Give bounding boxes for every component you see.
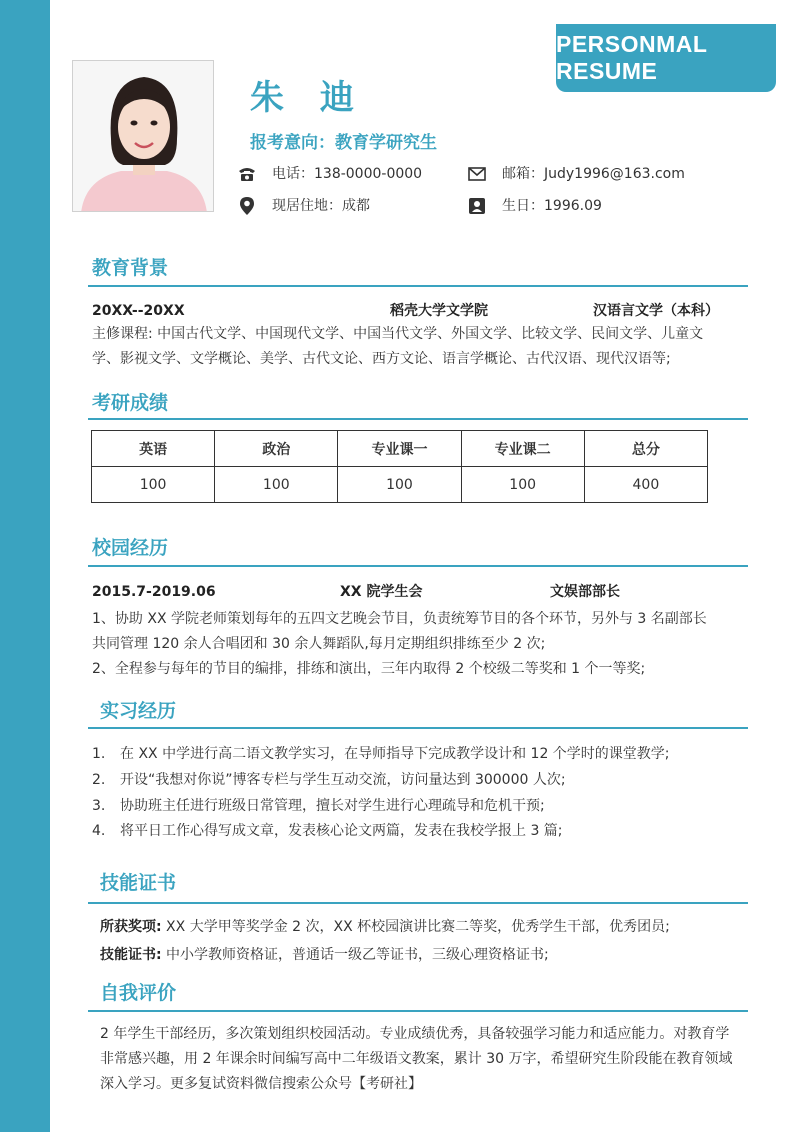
- table-header-row: [92, 431, 708, 467]
- contact-birthday: [466, 196, 602, 216]
- table-cell: 400: [584, 467, 707, 503]
- table-header-cell: 英语: [92, 431, 215, 467]
- list-item: 1. 在 XX 中学进行高二语文教学实习，在导师指导下完成教学设计和 12 个学时的课堂教学;: [92, 746, 670, 762]
- campus-period: 2015.7-2019.06: [92, 584, 216, 600]
- table-row: [92, 467, 708, 503]
- education-major: 汉语言文学（本科）: [593, 303, 719, 319]
- divider: [88, 285, 748, 287]
- portrait-image: [73, 61, 214, 212]
- divider: [88, 1010, 748, 1012]
- location-pin-icon: [236, 196, 258, 216]
- education-period: 20XX--20XX: [92, 303, 185, 319]
- certs-line: 技能证书: 中小学教师资格证，普通话一级乙等证书，三级心理资格证书;: [100, 947, 549, 963]
- campus-line: 2、全程参与每年的节目的编排，排练和演出，三年内取得 2 个校级二等奖和 1 个一等奖;: [92, 661, 646, 677]
- table-header-cell: 总分: [584, 431, 707, 467]
- campus-line: 1、协助 XX 学院老师策划每年的五四文艺晚会节目，负责统筹节目的各个环节，另外与 3 名副部长: [92, 611, 707, 627]
- self-line: 2 年学生干部经历，多次策划组织校园活动。专业成绩优秀，具备较强学习能力和适应能力。对教育学: [100, 1026, 730, 1042]
- education-school: 稻壳大学文学院: [390, 303, 488, 319]
- profile-photo: [72, 60, 214, 212]
- list-item: 4. 将平日工作心得写成文章，发表核心论文两篇，发表在我校学报上 3 篇;: [92, 823, 563, 839]
- divider: [88, 902, 748, 904]
- campus-org: XX 院学生会: [340, 584, 423, 600]
- phone-icon: [236, 164, 258, 184]
- resume-banner: PERSONMAL RESUME: [556, 24, 776, 92]
- campus-role: 文娱部部长: [550, 584, 620, 600]
- section-title-skills: 技能证书: [100, 872, 177, 894]
- list-item: 3. 协助班主任进行班级日常管理，擅长对学生进行心理疏导和危机干预;: [92, 798, 545, 814]
- contact-phone: [236, 164, 422, 184]
- application-intent: 报考意向：教育学研究生: [250, 133, 437, 153]
- table-header-cell: 专业课一: [338, 431, 461, 467]
- self-line: 深入学习。更多复试资料微信搜索公众号【考研社】: [100, 1076, 422, 1092]
- table-header-cell: 政治: [215, 431, 338, 467]
- contact-email: [466, 164, 685, 184]
- courses-line: 主修课程: 中国古代文学、中国现代文学、中国当代文学、外国文学、比较文学、民间文学、儿童文: [92, 326, 704, 342]
- email-text: 邮箱：Judy1996@163.com: [502, 166, 685, 182]
- address-text: 现居住地：成都: [272, 198, 370, 214]
- list-item: 2. 开设“我想对你说”博客专栏与学生互动交流，访问量达到 300000 人次;: [92, 772, 566, 788]
- birthday-text: 生日：1996.09: [502, 198, 602, 214]
- awards-line: 所获奖项: XX 大学甲等奖学金 2 次，XX 杯校园演讲比赛二等奖，优秀学生干部，优秀团员;: [100, 919, 670, 935]
- section-title-education: 教育背景: [92, 257, 169, 279]
- campus-line: 共同管理 120 余人合唱团和 30 余人舞蹈队,每月定期组织排练至少 2 次;: [92, 636, 546, 652]
- courses-line: 学、影视文学、文学概论、美学、古代文论、西方文论、语言学概论、古代汉语、现代汉语等;: [92, 351, 671, 367]
- table-header-cell: 专业课二: [461, 431, 584, 467]
- candidate-name: 朱 迪: [250, 78, 366, 118]
- section-title-internship: 实习经历: [100, 700, 177, 722]
- contact-address: [236, 196, 370, 216]
- section-title-self: 自我评价: [100, 982, 177, 1004]
- divider: [88, 565, 748, 567]
- section-title-campus: 校园经历: [92, 537, 169, 559]
- mail-icon: [466, 164, 488, 184]
- table-cell: 100: [92, 467, 215, 503]
- section-title-scores: 考研成绩: [92, 392, 169, 414]
- divider: [88, 727, 748, 729]
- phone-text: 电话：138-0000-0000: [272, 166, 423, 182]
- left-accent-bar: [0, 0, 50, 1132]
- scores-table: [91, 430, 708, 503]
- self-line: 非常感兴趣，用 2 年课余时间编写高中二年级语文教案，累计 30 万字，希望研究生阶段能在教育领域: [100, 1051, 733, 1067]
- user-icon: [466, 196, 488, 216]
- table-cell: 100: [461, 467, 584, 503]
- table-cell: 100: [215, 467, 338, 503]
- table-cell: 100: [338, 467, 461, 503]
- divider: [88, 418, 748, 420]
